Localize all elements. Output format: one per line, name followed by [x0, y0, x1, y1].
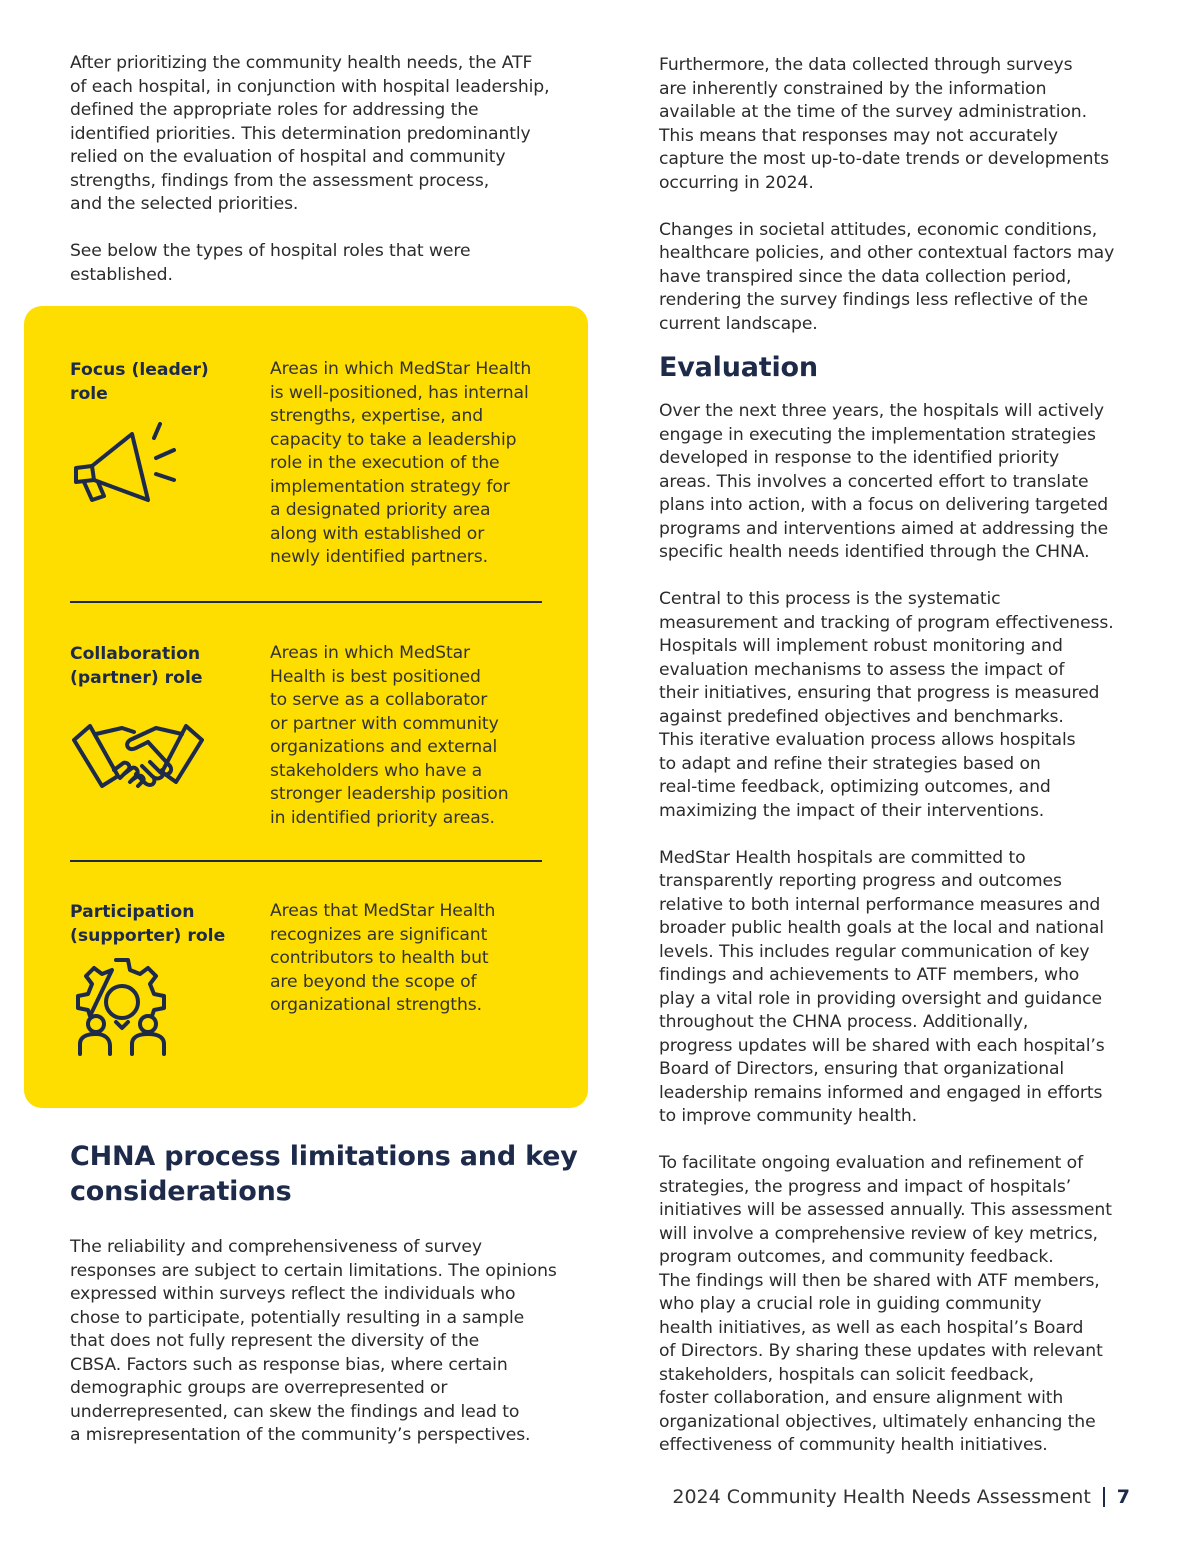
- role-name: Participation (supporter) role: [70, 902, 226, 946]
- footer-title: 2024 Community Health Needs Assessment: [672, 1486, 1091, 1508]
- role-description: Areas that MedStar Health recognizes are significant contributors to health but are beyond the scope of organizational strengths.: [270, 901, 496, 1015]
- role-divider: [70, 601, 542, 603]
- limitations-paragraph-2: Furthermore, the data collected through surveys are inherently constrained by the information available at the time of the survey administration. This means that responses may not accurately capture the most up-to-date trends or developments occurring in 2024.: [659, 55, 1109, 193]
- left-column: [70, 52, 580, 287]
- limitations-section: [70, 1139, 580, 1448]
- role-description: Areas in which MedStar Health is well-positioned, has internal strengths, expertise, and capacity to take a leadership role in the execution of the implementation strategy for a designated priority area along with established or newly identified partners.: [270, 359, 532, 567]
- right-column: [659, 54, 1149, 1458]
- page-footer: [672, 1486, 1130, 1508]
- page-number: 7: [1116, 1486, 1130, 1508]
- megaphone-icon: [70, 420, 182, 514]
- role-name: Focus (leader) role: [70, 360, 209, 404]
- role-name: Collaboration (partner) role: [70, 644, 203, 688]
- evaluation-paragraph-3: MedStar Health hospitals are committed to transparently reporting progress and outcomes relative to both internal performance measures and broader public health goals at the local and national levels. This includes regular communication of key findings and achievements to ATF members, who play a vital role in providing oversight and guidance throughout the CHNA process. Additionally, progress updates will be shared with each hospital’s Board of Directors, ensuring that organizational leadership remains informed and engaged in efforts to improve community health.: [659, 847, 1105, 1126]
- evaluation-paragraph-2: Central to this process is the systematic measurement and tracking of program effectiveness. Hospitals will implement robust monitoring and evaluation mechanisms to assess the impact of their initiatives, ensuring that progress is measured against predefined objectives and benchmarks. This iterative evaluation process allows hospitals to adapt and refine their strategies based on real-time feedback, optimizing outcomes, and maximizing the impact of their interventions.: [659, 589, 1114, 821]
- gear-people-icon: [70, 956, 174, 1064]
- limitations-paragraph: The reliability and comprehensiveness of survey responses are subject to certain limitations. The opinions expressed within surveys reflect the individuals who chose to participate, potentially resulting in a sample that does not fully represent the diversity of the CBSA. Factors such as response bias, where certain demographic groups are overrepresented or underrepresented, can skew the findings and lead to a misrepresentation of the community’s perspectives.: [70, 1237, 557, 1445]
- evaluation-heading: Evaluation: [659, 352, 818, 383]
- hospital-roles-box: [24, 306, 588, 1108]
- role-divider: [70, 860, 542, 862]
- role-description: Areas in which MedStar Health is best positioned to serve as a collaborator or partner with community organizations and external stakeholders who have a stronger leadership position in identified priority areas.: [270, 643, 509, 828]
- evaluation-paragraph-1: Over the next three years, the hospitals will actively engage in executing the implementation strategies developed in response to the identified priority areas. This involves a concerted effort to translate plans into action, with a focus on delivering targeted programs and interventions aimed at addressing the specific health needs identified through the CHNA.: [659, 401, 1109, 562]
- intro-paragraph-1: After prioritizing the community health needs, the ATF of each hospital, in conjunction with hospital leadership, defined the appropriate roles for addressing the identified priorities. This determination predominantly relied on the evaluation of hospital and community strengths, findings from the assessment process, and the selected priorities.: [70, 53, 550, 214]
- limitations-paragraph-3: Changes in societal attitudes, economic conditions, healthcare policies, and other contextual factors may have transpired since the data collection period, rendering the survey findings less reflective of the current landscape.: [659, 219, 1115, 334]
- intro-paragraph-2: See below the types of hospital roles that were established.: [70, 241, 471, 285]
- footer-separator: [1103, 1487, 1105, 1507]
- handshake-icon: [70, 710, 206, 800]
- limitations-heading: CHNA process limitations and key considerations: [70, 1141, 578, 1207]
- evaluation-paragraph-4: To facilitate ongoing evaluation and refinement of strategies, the progress and impact of hospitals’ initiatives will be assessed annually. This assessment will involve a comprehensive review of key metrics, program outcomes, and community feedback. The findings will then be shared with ATF members, who play a crucial role in guiding community health initiatives, as well as each hospital’s Board of Directors. By sharing these updates with relevant stakeholders, hospitals can solicit feedback, foster collaboration, and ensure alignment with organizational objectives, ultimately enhancing the effectiveness of community health initiatives.: [659, 1153, 1112, 1455]
